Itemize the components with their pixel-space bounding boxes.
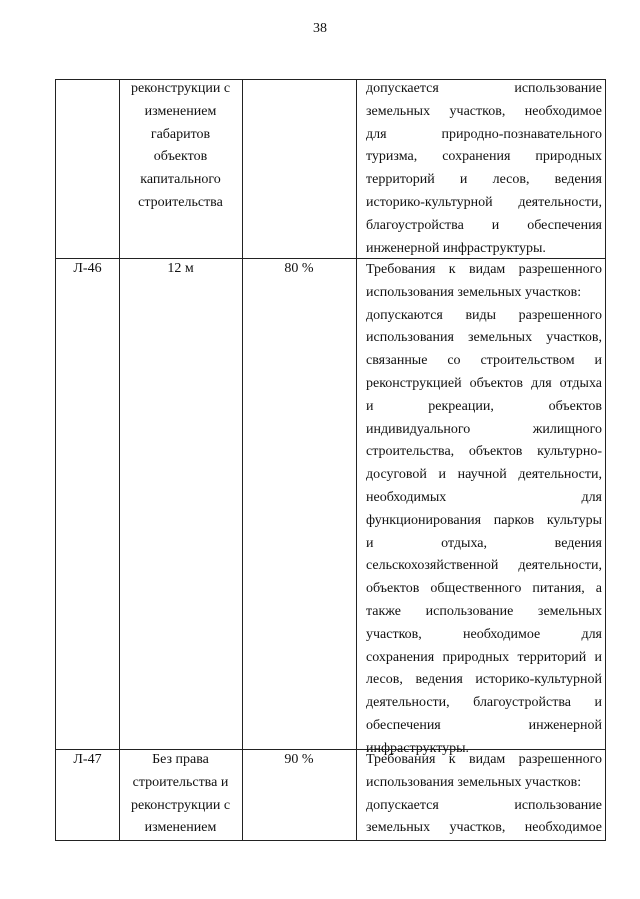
height-restriction-cell	[119, 78, 242, 215]
cell-line: допускаются виды разрешенного	[366, 307, 602, 323]
zone-code: Л-46	[73, 261, 102, 276]
cell-line: инженерной инфраструктуры.	[366, 240, 546, 256]
height-restriction-cell	[119, 749, 242, 840]
cell-line: сельскохозяйственной деятельности,	[366, 558, 602, 574]
cell-line: историко-культурной деятельности,	[366, 194, 602, 210]
cell-line: строительства	[138, 194, 223, 210]
percent-value: 90 %	[284, 752, 314, 767]
cell-line: необходимых для	[366, 489, 602, 505]
cell-line: капитального	[140, 172, 221, 188]
cell-line: использования земельных участков:	[366, 774, 582, 790]
zoning-table	[55, 79, 606, 841]
cell-line: объектов общественного питания, а	[366, 581, 602, 597]
cell-line: 12 м	[167, 261, 194, 276]
zone-code-cell	[56, 749, 119, 772]
cell-line: связанные со строительством и	[366, 353, 602, 369]
cell-line: реконструкции с	[130, 81, 231, 96]
zone-code: Л-47	[73, 752, 102, 767]
cell-line: сохранения природных территорий и	[366, 649, 602, 665]
cell-line: использования земельных участков:	[366, 284, 582, 300]
cell-line: и отдыха, ведения	[366, 535, 602, 551]
cell-line: лесов, ведения историко-культурной	[366, 672, 602, 688]
cell-line: строительства и	[132, 774, 229, 790]
cell-line: индивидуального жилищного	[366, 421, 602, 437]
height-restriction-cell	[119, 258, 242, 281]
cell-line: земельных участков, необходимое	[366, 820, 602, 836]
cell-line: обеспечения инженерной	[366, 717, 602, 733]
cell-line: для природно-познавательного	[366, 126, 602, 142]
page-number: 38	[313, 21, 327, 36]
cell-line: изменением	[144, 103, 217, 119]
cell-line: допускается использование	[366, 797, 602, 813]
cell-line: туризма, сохранения природных	[366, 149, 602, 165]
requirements-cell	[366, 749, 602, 840]
requirements-cell	[366, 78, 602, 260]
cell-line: изменением	[144, 820, 217, 836]
cell-line: Без права	[152, 752, 209, 767]
cell-line: досуговой и научной деятельности,	[366, 467, 602, 483]
percent-cell	[242, 258, 356, 281]
cell-line: допускается использование	[366, 81, 602, 96]
cell-line: территорий и лесов, ведения	[366, 172, 602, 188]
cell-line: инфраструктуры.	[366, 740, 470, 756]
cell-line: реконструкции с	[130, 797, 231, 813]
zone-code-cell	[56, 258, 119, 281]
percent-value: 80 %	[284, 261, 314, 276]
cell-line: объектов	[153, 149, 208, 165]
cell-line: участков, необходимое для	[366, 626, 602, 642]
column-divider	[356, 80, 357, 840]
requirements-cell	[366, 259, 602, 761]
cell-line: реконструкцией объектов для отдыха	[366, 375, 602, 391]
cell-line: Требования к видам разрешенного	[366, 262, 602, 277]
cell-line: земельных участков, необходимое	[366, 103, 602, 119]
cell-line: благоустройства и обеспечения	[366, 217, 602, 233]
cell-line: функционирования парков культуры	[366, 512, 602, 528]
cell-line: деятельности, благоустройства и	[366, 695, 602, 711]
percent-cell	[242, 749, 356, 772]
cell-line: габаритов	[150, 126, 211, 142]
cell-line: Требования к видам разрешенного	[366, 752, 602, 767]
cell-line: строительства, объектов культурно-	[366, 444, 602, 460]
cell-line: также использование земельных	[366, 603, 602, 619]
cell-line: использования земельных участков,	[366, 330, 602, 346]
cell-line: и рекреации, объектов	[366, 398, 602, 414]
column-divider	[242, 80, 243, 840]
